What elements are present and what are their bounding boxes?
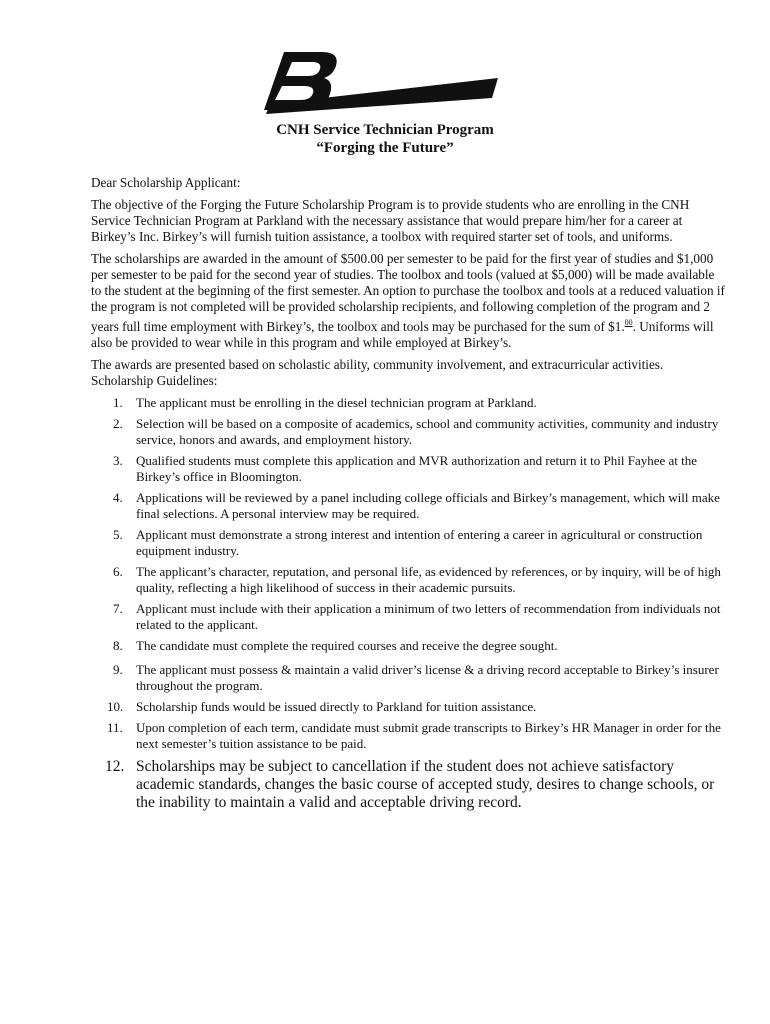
guideline-number: 12.	[105, 758, 125, 775]
amount-text-before: The scholarships are awarded in the amount of $500.00 per semester to be paid for the first year of studies and $1,000 per semester to be paid for the second year of studies. The toolbox and tools (valued at $5,000) will be made available to the student at the beginning of the first semester. An option to purchase the toolbox and tools at a reduced valuation if the program is not completed will be provided scholarship recipients, and following completion of the program and 2 years full time employment with Birkey’s, the toolbox and tools may be purchased for the sum of $1.	[91, 251, 725, 334]
guideline-text: The applicant must be enrolling in the diesel technician program at Parkland.	[136, 395, 537, 410]
program-title: CNH Service Technician Program	[276, 122, 494, 138]
guideline-number: 2.	[113, 416, 123, 431]
guideline-text: Applicant must include with their application a minimum of two letters of recommendation from individuals not related to the applicant.	[136, 601, 721, 632]
program-tagline: “Forging the Future”	[316, 140, 454, 156]
guideline-number: 7.	[113, 601, 123, 616]
guideline-item	[91, 416, 725, 448]
guideline-text: Applications will be reviewed by a panel including college officials and Birkey’s management, which will make final selections. A personal interview may be required.	[136, 490, 720, 521]
guideline-text: Qualified students must complete this application and MVR authorization and return it to Phil Fayhee at the Birkey’s office in Bloomington.	[136, 453, 698, 484]
letter-body	[91, 175, 725, 817]
guideline-item	[91, 699, 725, 715]
guideline-item	[91, 638, 725, 654]
guideline-item	[91, 662, 725, 694]
guideline-text: The applicant must possess & maintain a valid driver’s license & a driving record acceptable to Birkey’s insurer throughout the program.	[136, 662, 719, 693]
guideline-text: Scholarships may be subject to cancellation if the student does not achieve satisfactory academic standards, changes the basic course of accepted study, desires to change schools, or the inability to maintain a valid and acceptable driving record.	[136, 758, 715, 811]
amount-text-after: . Uniforms will also be provided to wear while in this program and while employed at Birkey’s.	[91, 319, 714, 350]
guideline-text: Applicant must demonstrate a strong interest and intention of entering a career in agricultural or construction equipment industry.	[136, 527, 703, 558]
guideline-number: 4.	[113, 490, 123, 505]
salutation: Dear Scholarship Applicant:	[91, 175, 241, 190]
guideline-item	[91, 601, 725, 633]
guideline-item	[91, 564, 725, 596]
guidelines-list	[91, 395, 725, 812]
guideline-number: 1.	[113, 395, 123, 410]
guideline-text: Selection will be based on a composite of academics, school and community activities, community and industry service, honors and awards, and employment history.	[136, 416, 719, 447]
amount-cents: 00	[624, 318, 633, 327]
guideline-text: The applicant’s character, reputation, and personal life, as evidenced by references, or by inquiry, will be of high quality, reflecting a high likelihood of success in their academic pursuits.	[136, 564, 721, 595]
guideline-text: Scholarship funds would be issued directly to Parkland for tuition assistance.	[136, 699, 537, 714]
guideline-item	[91, 527, 725, 559]
guideline-item	[91, 758, 725, 812]
birkeys-logo	[262, 48, 502, 114]
guideline-text: The candidate must complete the required courses and receive the degree sought.	[136, 638, 558, 653]
guideline-number: 6.	[113, 564, 123, 579]
objective-paragraph: The objective of the Forging the Future Scholarship Program is to provide students who are enrolling in the CNH Service Technician Program at Parkland with the necessary assistance that would prepare him/her for a career at Birkey’s Inc. Birkey’s will furnish tuition assistance, a toolbox with required starter set of tools, and uniforms.	[91, 197, 690, 244]
amount-paragraph	[91, 251, 725, 351]
guideline-number: 5.	[113, 527, 123, 542]
guideline-text: Upon completion of each term, candidate must submit grade transcripts to Birkey’s HR Manager in order for the next semester’s tuition assistance to be paid.	[136, 720, 721, 751]
guideline-item	[91, 395, 725, 411]
guideline-item	[91, 453, 725, 485]
document-heading	[0, 121, 770, 157]
guideline-number: 10.	[107, 699, 124, 714]
guideline-number: 11.	[107, 720, 123, 735]
guideline-item	[91, 720, 725, 752]
guideline-number: 3.	[113, 453, 123, 468]
birkeys-logo-graphic	[262, 48, 502, 114]
guideline-number: 8.	[113, 638, 123, 653]
guideline-number: 9.	[113, 662, 123, 677]
guideline-item	[91, 490, 725, 522]
awards-paragraph: The awards are presented based on scholastic ability, community involvement, and extracurricular activities. Scholarship Guidelines:	[91, 357, 664, 388]
